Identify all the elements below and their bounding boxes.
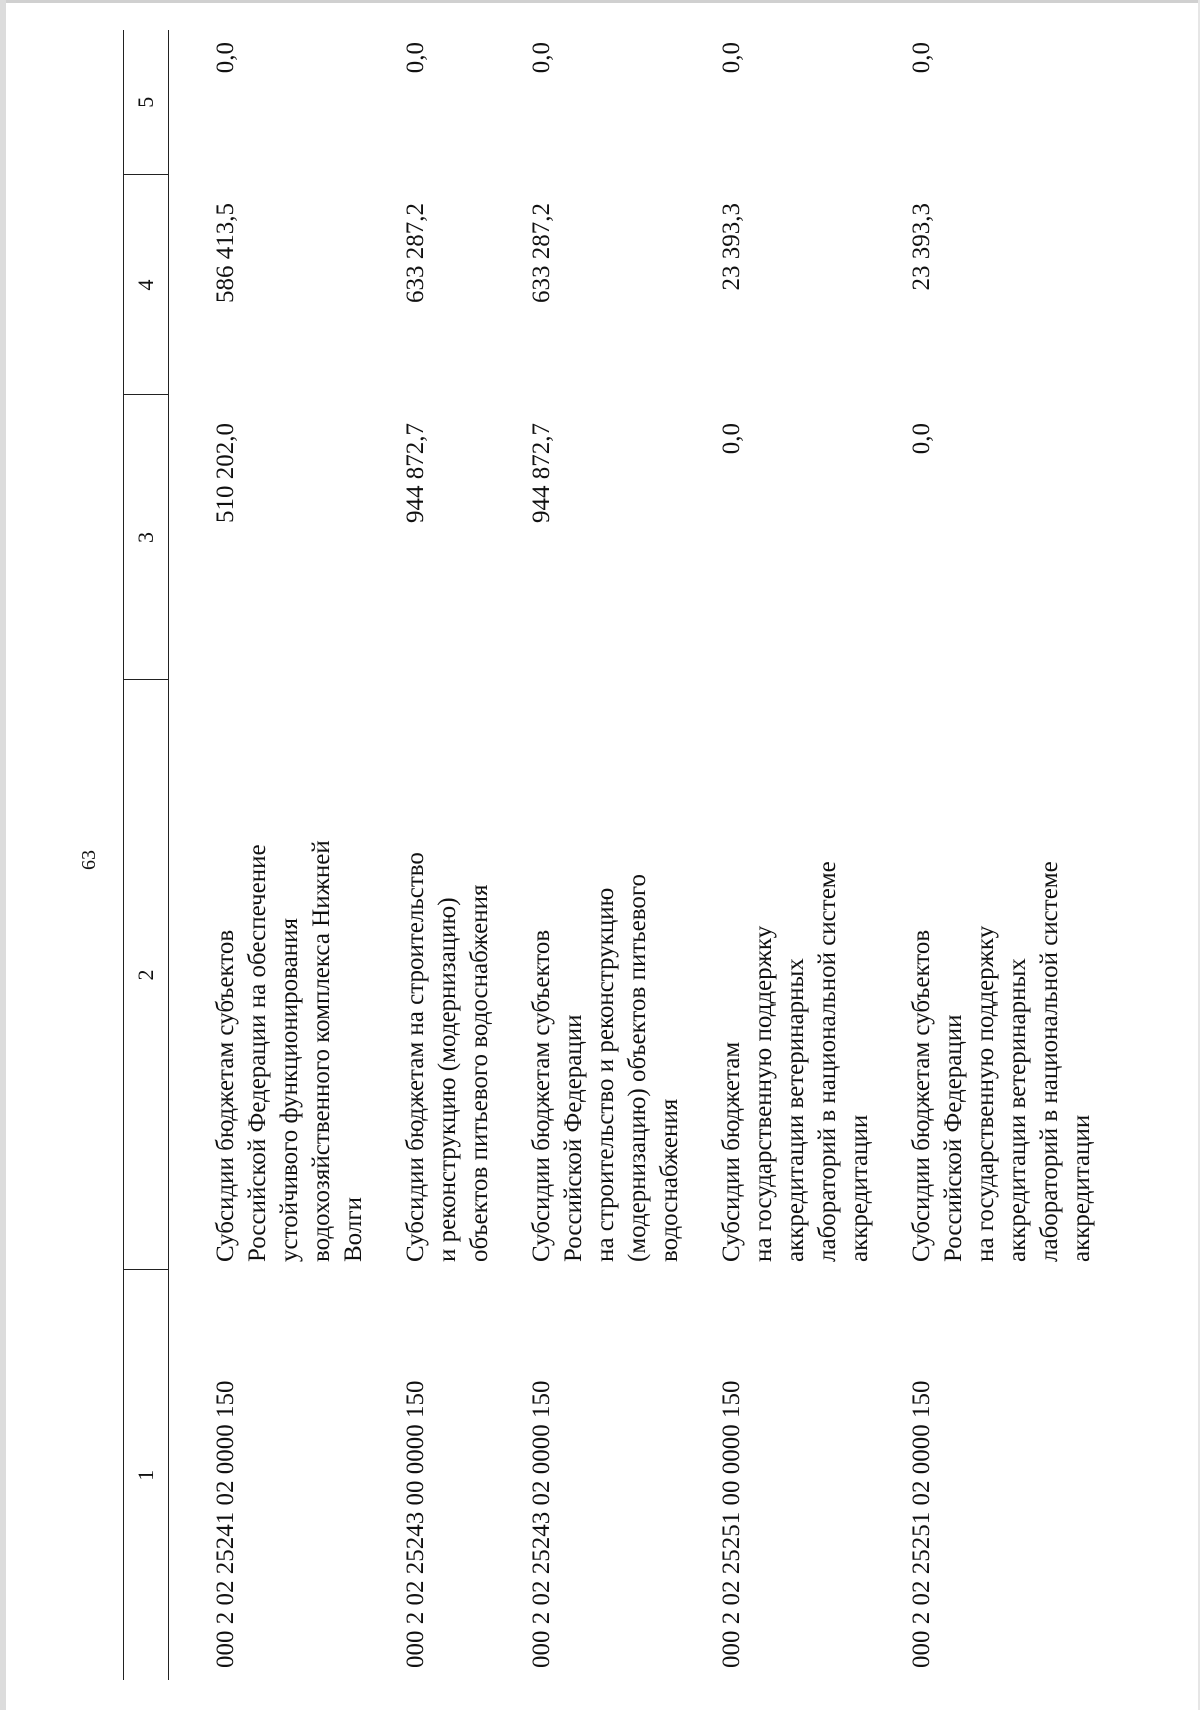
row-code: 000 2 02 25243 02 0000 150 bbox=[528, 1380, 555, 1668]
description-line: (модернизацию) объектов питьевого bbox=[624, 873, 651, 1262]
row-value-col3: 944 872,7 bbox=[402, 423, 429, 523]
table-row bbox=[906, 30, 1128, 1680]
column-header-1: 1 bbox=[124, 1270, 169, 1680]
row-description bbox=[526, 680, 716, 1270]
row-value-col4: 586 413,5 bbox=[212, 203, 239, 303]
description-line: Субсидии бюджетам субъектов bbox=[212, 929, 239, 1262]
description-line: аккредитации bbox=[1068, 1114, 1095, 1262]
row-value-col4: 23 393,3 bbox=[908, 203, 935, 291]
row-value-col3: 0,0 bbox=[718, 423, 745, 455]
column-header-5: 5 bbox=[124, 30, 169, 175]
row-description bbox=[400, 680, 526, 1270]
row-description bbox=[906, 680, 1128, 1270]
row-value-col5: 0,0 bbox=[528, 42, 555, 74]
description-line: водоснабжения bbox=[656, 1098, 683, 1262]
row-value-col5: 0,0 bbox=[908, 42, 935, 74]
description-line: на строительство и реконструкцию bbox=[592, 887, 619, 1262]
table-row bbox=[400, 30, 526, 1680]
table-row bbox=[716, 30, 906, 1680]
table-row bbox=[526, 30, 716, 1680]
column-header-4: 4 bbox=[124, 175, 169, 395]
table-row bbox=[169, 30, 401, 1680]
row-description bbox=[716, 680, 906, 1270]
description-line: и реконструкцию (модернизацию) bbox=[434, 897, 461, 1262]
description-line: Волги bbox=[340, 1197, 367, 1262]
description-line: аккредитации ветеринарных bbox=[1004, 958, 1031, 1262]
description-line: водохозяйственного комплекса Нижней bbox=[308, 840, 335, 1262]
description-line: Российской Федерации bbox=[560, 1014, 587, 1262]
budget-table bbox=[123, 30, 1128, 1680]
row-code: 000 2 02 25251 02 0000 150 bbox=[908, 1380, 935, 1668]
description-line: Российской Федерации bbox=[940, 1014, 967, 1262]
row-value-col3: 0,0 bbox=[908, 423, 935, 455]
row-value-col3: 510 202,0 bbox=[212, 423, 239, 523]
row-code: 000 2 02 25241 02 0000 150 bbox=[212, 1380, 239, 1668]
description-line: объектов питьевого водоснабжения bbox=[466, 884, 493, 1262]
row-value-col5: 0,0 bbox=[718, 42, 745, 74]
row-value-col5: 0,0 bbox=[402, 42, 429, 74]
description-line: устойчивого функционирования bbox=[276, 918, 303, 1262]
description-line: на государственную поддержку bbox=[972, 925, 999, 1262]
column-header-2: 2 bbox=[124, 680, 169, 1270]
table-header-row bbox=[124, 30, 169, 1680]
row-value-col4: 633 287,2 bbox=[402, 203, 429, 303]
description-line: на государственную поддержку bbox=[750, 925, 777, 1262]
description-line: лабораторий в национальной системе bbox=[1036, 861, 1063, 1262]
row-code: 000 2 02 25251 00 0000 150 bbox=[718, 1380, 745, 1668]
description-line: Субсидии бюджетам bbox=[718, 1041, 745, 1262]
description-line: аккредитации ветеринарных bbox=[782, 958, 809, 1262]
row-code: 000 2 02 25243 00 0000 150 bbox=[402, 1380, 429, 1668]
description-line: Субсидии бюджетам субъектов bbox=[528, 929, 555, 1262]
row-value-col3: 944 872,7 bbox=[528, 423, 555, 523]
page-number: 63 bbox=[78, 850, 100, 870]
row-value-col4: 23 393,3 bbox=[718, 203, 745, 291]
description-line: Субсидии бюджетам субъектов bbox=[908, 929, 935, 1262]
row-description bbox=[169, 680, 401, 1270]
row-value-col4: 633 287,2 bbox=[528, 203, 555, 303]
description-line: Российской Федерации на обеспечение bbox=[244, 844, 271, 1262]
description-line: лабораторий в национальной системе bbox=[814, 861, 841, 1262]
row-value-col5: 0,0 bbox=[212, 42, 239, 74]
column-header-3: 3 bbox=[124, 395, 169, 680]
description-line: аккредитации bbox=[846, 1114, 873, 1262]
description-line: Субсидии бюджетам на строительство bbox=[402, 852, 429, 1262]
